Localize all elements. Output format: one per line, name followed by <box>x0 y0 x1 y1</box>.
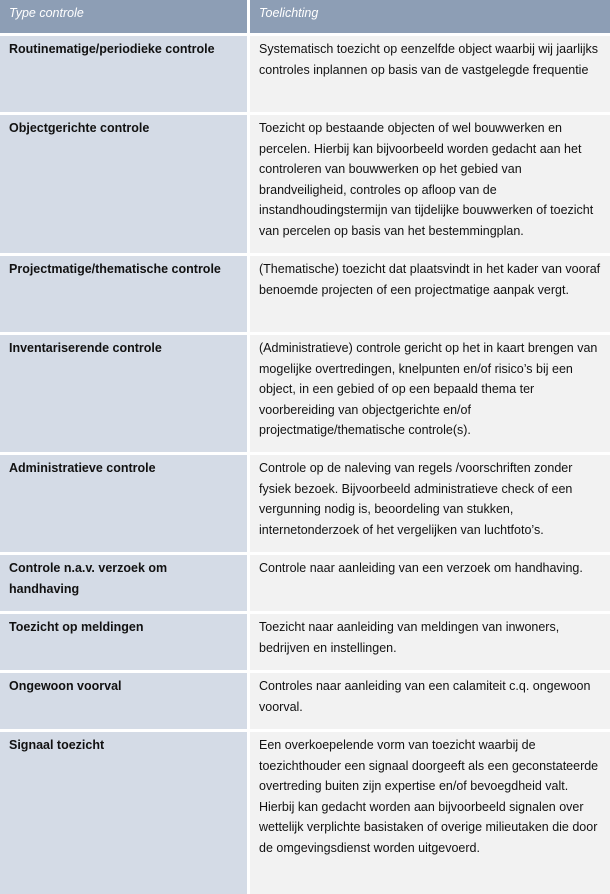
row-type: Projectmatige/thematische controle <box>0 256 247 332</box>
table-row <box>0 36 610 115</box>
row-type: Toezicht op meldingen <box>0 614 247 670</box>
row-type: Ongewoon voorval <box>0 673 247 729</box>
row-desc: (Thematische) toezicht dat plaatsvindt in het kader van vooraf benoemde projecten of een projectmatige aanpak vergt. <box>250 256 610 332</box>
row-desc: Systematisch toezicht op eenzelfde object waarbij wij jaarlijks controles inplannen op basis van de vastgelegde frequentie <box>250 36 610 112</box>
table-header-row <box>0 0 610 36</box>
table-row <box>0 115 610 256</box>
table-row <box>0 335 610 455</box>
table-row <box>0 256 610 335</box>
row-type: Signaal toezicht <box>0 732 247 894</box>
table-row <box>0 732 610 894</box>
table-row <box>0 673 610 732</box>
row-desc: Toezicht op bestaande objecten of wel bouwwerken en percelen. Hierbij kan bijvoorbeeld worden gedacht aan het controleren van bouwwerken op het gebied van brandveiligheid, controles op afloop van de instandhoudingstermijn van tijdelijke bouwwerken of toezicht van percelen op basis van het bestemmingplan. <box>250 115 610 253</box>
header-type-controle: Type controle <box>0 0 247 33</box>
table-row <box>0 614 610 673</box>
table-row <box>0 455 610 555</box>
row-type: Routinematige/periodieke controle <box>0 36 247 112</box>
row-type: Controle n.a.v. verzoek om handhaving <box>0 555 247 611</box>
row-type: Objectgerichte controle <box>0 115 247 253</box>
row-type: Administratieve controle <box>0 455 247 552</box>
row-desc: (Administratieve) controle gericht op het in kaart brengen van mogelijke overtredingen, knelpunten en/of risico’s bij een object, in een gebied of op een bepaald thema ter voorbereiding van objectgerichte en/of projectmatige/thematische controle(s). <box>250 335 610 452</box>
row-desc: Toezicht naar aanleiding van meldingen van inwoners, bedrijven en instellingen. <box>250 614 610 670</box>
row-desc: Een overkoepelende vorm van toezicht waarbij de toezichthouder een signaal doorgeeft als een geconstateerde overtreding buiten zijn expertise en/of bevoegdheid valt. Hierbij kan gedacht worden aan bijvoorbeeld signalen over wettelijk verplichte basistaken of overige milieutaken die door de omgevingsdienst worden uitgevoerd. <box>250 732 610 894</box>
row-desc: Controle op de naleving van regels /voorschriften zonder fysiek bezoek. Bijvoorbeeld administratieve check of een vergunning nodig is, beoordeling van stukken, internetonderzoek of het vergelijken van luchtfoto’s. <box>250 455 610 552</box>
row-type: Inventariserende controle <box>0 335 247 452</box>
row-desc: Controle naar aanleiding van een verzoek om handhaving. <box>250 555 610 611</box>
row-desc: Controles naar aanleiding van een calamiteit c.q. ongewoon voorval. <box>250 673 610 729</box>
header-toelichting: Toelichting <box>250 0 610 33</box>
table-row <box>0 555 610 614</box>
